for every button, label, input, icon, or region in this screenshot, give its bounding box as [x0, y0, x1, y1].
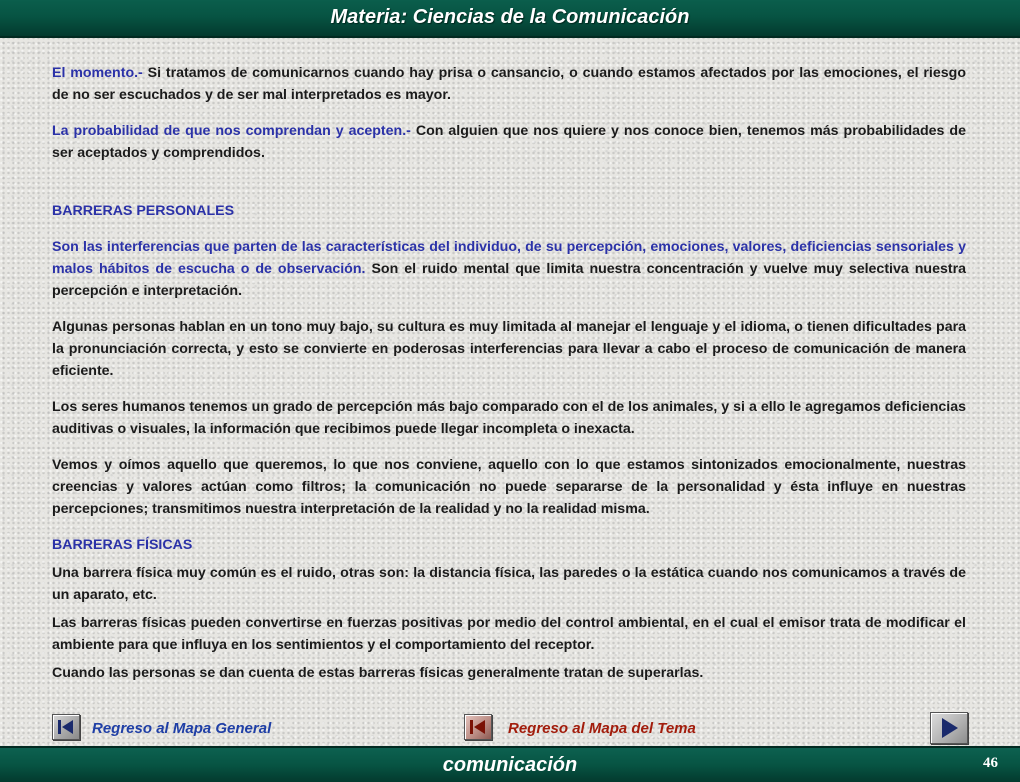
paragraph-ruido: Una barrera física muy común es el ruido, otras son: la distancia física, las paredes o la estática cuando nos comunicamos a través de un aparato, etc. — [52, 565, 966, 603]
header-bar — [0, 0, 1020, 38]
paragraph-text: Si tratamos de comunicarnos cuando hay prisa o cansancio, o cuando estamos afectados por las emociones, el riesgo de no ser escuchados y de ser mal interpretados es mayor. — [52, 65, 966, 103]
paragraph-text: Con alguien que nos quiere y nos conoce bien, tenemos más probabilidades de ser aceptados y comprendidos. — [52, 123, 966, 161]
mapa-tema-button[interactable] — [464, 714, 492, 740]
paragraph-momento — [52, 62, 966, 106]
paragraph-filtros: Vemos y oímos aquello que queremos, lo que nos conviene, aquello con lo que estamos sintonizados emocionalmente, nuestras creencias y valores actúan como filtros; la comunicación no puede separarse de la personalidad y ésta influye en nuestras percepciones; transmitimos nuestra interpretación de la realidad y no la realidad misma. — [52, 457, 966, 517]
definition-text: Son las interferencias que parten de las características del individuo, de su percepción, emociones, valores, deficiencias sensoriales y malos hábitos de escucha o de observación. — [52, 239, 966, 277]
paragraph-text: Son el ruido mental que limita nuestra concentración y vuelve muy selectiva nuestra percepción e interpretación. — [52, 261, 967, 299]
page-title: Materia: Ciencias de la Comunicación — [330, 6, 690, 28]
navigation-bar — [52, 712, 970, 744]
page-number: 46 — [983, 755, 998, 771]
paragraph-superarlas: Cuando las personas se dan cuenta de estas barreras físicas generalmente tratan de superarlas. — [52, 665, 704, 681]
term-label: El momento.- — [52, 65, 143, 81]
section-heading-fisicas: BARRERAS FÍSICAS — [52, 537, 193, 553]
first-page-icon — [468, 718, 488, 736]
play-icon — [936, 716, 962, 740]
paragraph-percepcion: Los seres humanos tenemos un grado de percepción más bajo comparado con el de los animales, y si a ello le agregamos deficiencias auditivas o visuales, la información que recibimos puede llegar incompleta o inexacta. — [52, 399, 966, 437]
footer-bar — [0, 746, 1020, 782]
paragraph-personales-intro — [52, 236, 966, 302]
paragraph-control-ambiental: Las barreras físicas pueden convertirse en fuerzas positivas por medio del control ambiental, en el cual el emisor trata de modificar el ambiente para que influya en los sentimientos y el comportamiento del receptor. — [52, 615, 966, 653]
next-page-button[interactable] — [930, 712, 968, 744]
mapa-tema-link[interactable]: Regreso al Mapa del Tema — [508, 720, 696, 737]
footer-title: comunicación — [442, 754, 578, 776]
first-page-icon — [56, 718, 76, 736]
paragraph-probabilidad — [52, 120, 966, 164]
paragraph-tono: Algunas personas hablan en un tono muy bajo, su cultura es muy limitada al manejar el lenguaje y el idioma, o tienen dificultades para la pronunciación correcta, y esto se convierte en poderosas interferencias para llevar a cabo el proceso de comunicación de manera eficiente. — [52, 319, 966, 379]
mapa-general-link[interactable]: Regreso al Mapa General — [92, 720, 272, 737]
section-heading-personales: BARRERAS PERSONALES — [52, 203, 235, 219]
main-content — [52, 62, 966, 684]
mapa-general-button[interactable] — [52, 714, 80, 740]
term-label: La probabilidad de que nos comprendan y acepten.- — [52, 123, 411, 139]
